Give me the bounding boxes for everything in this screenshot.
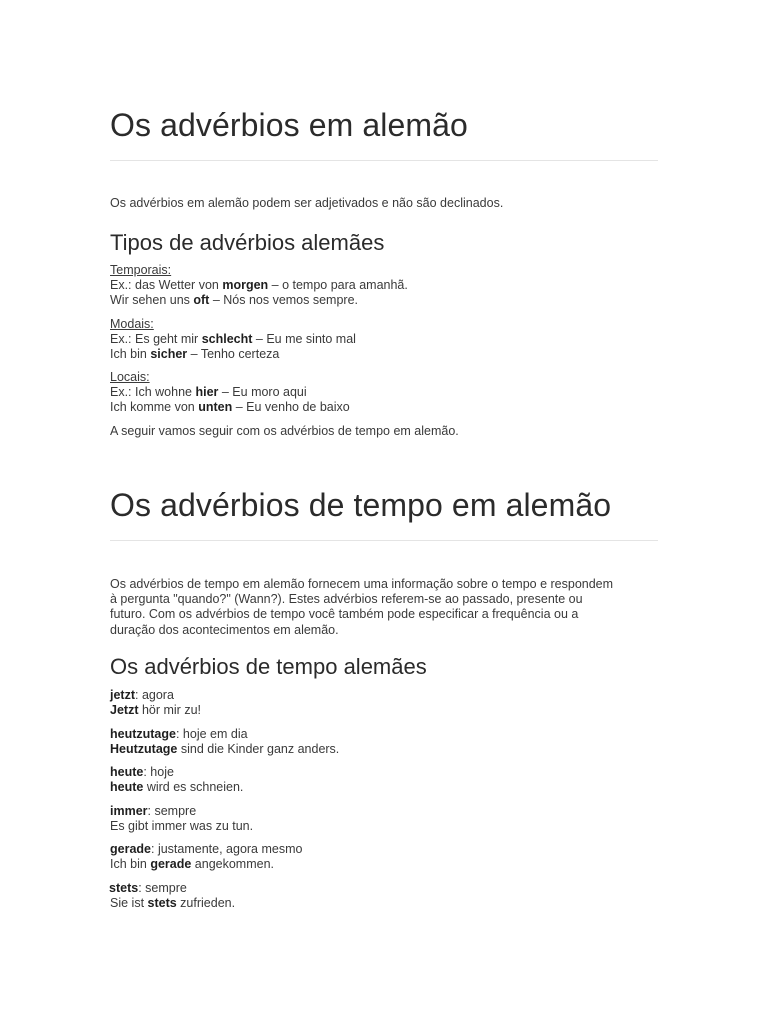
adverb-term: stets: sempre xyxy=(109,881,187,895)
adverb-example: Ich bin gerade angekommen. xyxy=(110,857,274,872)
type-example-line: Ex.: Ich wohne hier – Eu moro aqui xyxy=(110,385,307,400)
type-block-modal xyxy=(110,317,356,363)
adverb-example: Jetzt hör mir zu! xyxy=(110,703,201,718)
type-example-line: Ich komme von unten – Eu venho de baixo xyxy=(110,400,350,415)
adverb-example: Es gibt immer was zu tun. xyxy=(110,819,254,834)
adverb-term: jetzt: agora xyxy=(110,688,174,702)
intro-paragraph: Os advérbios em alemão podem ser adjetivados e não são declinados. xyxy=(110,196,504,210)
paragraph-line: à pergunta "quando?" (Wann?). Estes advérbios referem-se ao passado, presente ou xyxy=(110,592,583,607)
adverb-entry xyxy=(110,881,235,911)
page-title: Os advérbios em alemão xyxy=(110,107,468,143)
adverb-entry xyxy=(110,727,339,757)
type-block-temporal xyxy=(110,263,408,309)
adverb-entry xyxy=(110,804,253,834)
section-heading-time-adverbs: Os advérbios de tempo alemães xyxy=(110,654,427,679)
type-example-line: Ex.: das Wetter von morgen – o tempo para amanhã. xyxy=(110,278,408,293)
paragraph-line: Os advérbios de tempo em alemão fornecem uma informação sobre o tempo e respondem xyxy=(110,577,614,591)
adverb-term: gerade: justamente, agora mesmo xyxy=(110,842,303,856)
adverb-term: heute: hoje xyxy=(110,765,174,779)
type-example-line: Ich bin sicher – Tenho certeza xyxy=(110,347,280,362)
adverb-entry xyxy=(110,842,302,872)
transition-paragraph: A seguir vamos seguir com os advérbios de tempo em alemão. xyxy=(110,424,459,438)
type-label: Temporais: xyxy=(110,263,172,277)
type-example-line: Wir sehen uns oft – Nós nos vemos sempre. xyxy=(110,293,359,308)
adverb-term: heutzutage: hoje em dia xyxy=(110,727,248,741)
adverb-example: Heutzutage sind die Kinder ganz anders. xyxy=(110,742,340,757)
type-label: Locais: xyxy=(110,370,150,384)
section-heading-types: Tipos de advérbios alemães xyxy=(110,230,385,255)
paragraph-line: futuro. Com os advérbios de tempo você também pode especificar a frequência ou a xyxy=(110,607,579,622)
adverb-example: heute wird es schneien. xyxy=(110,780,244,795)
adverb-entry xyxy=(110,688,201,718)
type-label: Modais: xyxy=(110,317,154,331)
adverb-example: Sie ist stets zufrieden. xyxy=(110,896,236,911)
paragraph-line: duração dos acontecimentos em alemão. xyxy=(110,622,339,637)
time-intro-paragraph xyxy=(110,577,613,638)
section-divider xyxy=(110,540,658,541)
section-title-time: Os advérbios de tempo em alemão xyxy=(110,487,612,523)
type-example-line: Ex.: Es geht mir schlecht – Eu me sinto mal xyxy=(110,332,356,347)
adverb-entry xyxy=(110,765,243,795)
adverb-term: immer: sempre xyxy=(110,804,197,818)
title-divider xyxy=(110,160,658,161)
type-block-local xyxy=(110,370,350,416)
